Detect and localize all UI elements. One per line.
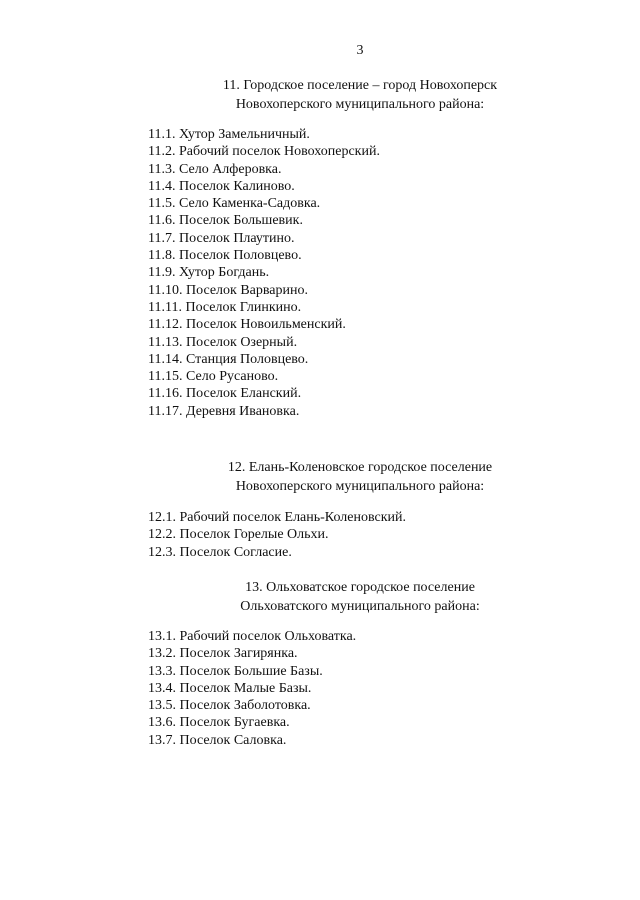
list-item: 13.3. Поселок Большие Базы.: [148, 663, 323, 679]
section-13-heading-line-1: 13. Ольховатское городское поселение: [245, 580, 475, 595]
page-number: 3: [356, 43, 364, 58]
list-item: 11.9. Хутор Богдань.: [148, 265, 270, 281]
list-item: 11.8. Поселок Половцево.: [148, 248, 302, 264]
list-item: 11.6. Поселок Большевик.: [148, 213, 303, 229]
list-item: 13.2. Поселок Загирянка.: [148, 646, 298, 662]
list-item: 11.17. Деревня Ивановка.: [148, 403, 300, 419]
list-item: 11.10. Поселок Варварино.: [148, 282, 309, 298]
list-item: 13.5. Поселок Заболотовка.: [148, 698, 311, 714]
list-item: 11.14. Станция Половцево.: [148, 351, 309, 367]
section-12-list: [148, 509, 406, 561]
section-12-heading-line-1: 12. Елань-Коленовское городское поселение: [227, 460, 493, 475]
list-item: 11.4. Поселок Калиново.: [148, 178, 295, 194]
list-item: 11.3. Село Алферовка.: [148, 161, 282, 177]
section-12-heading-line-2: Новохоперского муниципального района:: [235, 479, 485, 494]
list-item: 13.4. Поселок Малые Базы.: [148, 680, 312, 696]
section-11-heading-line-1: 11. Городское поселение – город Новохоперск: [222, 78, 498, 93]
list-item: 12.3. Поселок Согласие.: [148, 544, 292, 560]
section-11-list: [148, 126, 380, 420]
section-13-heading: [40, 578, 640, 616]
list-item: 13.6. Поселок Бугаевка.: [148, 715, 290, 731]
section-13-list: [148, 628, 356, 749]
section-12-heading: [40, 458, 640, 496]
list-item: 11.11. Поселок Глинкино.: [148, 299, 302, 315]
list-item: 11.13. Поселок Озерный.: [148, 334, 298, 350]
section-13-heading-line-2: Ольховатского муниципального района:: [240, 599, 480, 614]
list-item: 13.7. Поселок Саловка.: [148, 732, 287, 748]
list-item: 11.15. Село Русаново.: [148, 369, 279, 385]
section-11-heading: [40, 76, 640, 114]
list-item: 11.5. Село Каменка-Садовка.: [148, 196, 321, 212]
list-item: 12.2. Поселок Горелые Ольхи.: [148, 527, 329, 543]
list-item: 11.2. Рабочий поселок Новохоперский.: [148, 144, 380, 160]
list-item: 12.1. Рабочий поселок Елань-Коленовский.: [148, 510, 406, 525]
section-11-heading-line-2: Новохоперского муниципального района:: [235, 97, 485, 112]
list-item: 11.16. Поселок Еланский.: [148, 386, 302, 402]
list-item: 11.12. Поселок Новоильменский.: [148, 317, 346, 333]
list-item: 13.1. Рабочий поселок Ольховатка.: [148, 629, 357, 644]
list-item: 11.7. Поселок Плаутино.: [148, 230, 295, 246]
list-item: 11.1. Хутор Замельничный.: [148, 127, 310, 142]
